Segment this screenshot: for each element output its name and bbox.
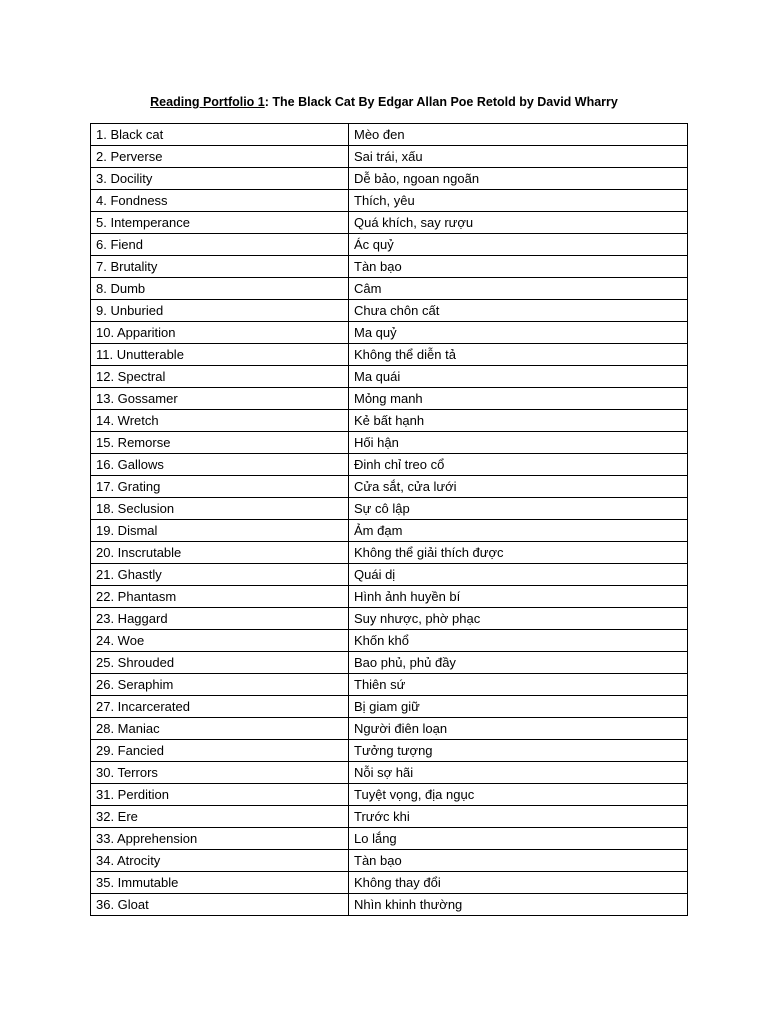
vocab-term: 5. Intemperance bbox=[91, 212, 349, 234]
vocab-meaning: Nhìn khinh thường bbox=[349, 894, 688, 916]
vocab-meaning: Bao phủ, phủ đầy bbox=[349, 652, 688, 674]
vocab-meaning: Không thay đổi bbox=[349, 872, 688, 894]
table-row bbox=[91, 300, 688, 322]
vocabulary-table bbox=[90, 123, 688, 916]
table-row bbox=[91, 410, 688, 432]
table-row bbox=[91, 828, 688, 850]
vocab-meaning: Dễ bảo, ngoan ngoãn bbox=[349, 168, 688, 190]
vocab-term: 15. Remorse bbox=[91, 432, 349, 454]
vocab-term: 18. Seclusion bbox=[91, 498, 349, 520]
vocab-meaning: Tàn bạo bbox=[349, 256, 688, 278]
vocab-meaning: Quá khích, say rượu bbox=[349, 212, 688, 234]
vocab-term: 28. Maniac bbox=[91, 718, 349, 740]
table-row bbox=[91, 718, 688, 740]
table-row bbox=[91, 124, 688, 146]
document-title bbox=[0, 94, 768, 110]
vocab-meaning: Mèo đen bbox=[349, 124, 688, 146]
table-row bbox=[91, 454, 688, 476]
table-row bbox=[91, 696, 688, 718]
vocab-term: 30. Terrors bbox=[91, 762, 349, 784]
vocab-term: 20. Inscrutable bbox=[91, 542, 349, 564]
vocab-meaning: Người điên loạn bbox=[349, 718, 688, 740]
table-row bbox=[91, 278, 688, 300]
table-row bbox=[91, 894, 688, 916]
table-row bbox=[91, 630, 688, 652]
vocab-meaning: Ác quỷ bbox=[349, 234, 688, 256]
vocab-meaning: Đinh chỉ treo cổ bbox=[349, 454, 688, 476]
vocab-meaning: Suy nhược, phờ phạc bbox=[349, 608, 688, 630]
vocab-term: 4. Fondness bbox=[91, 190, 349, 212]
table-row bbox=[91, 586, 688, 608]
vocab-meaning: Sự cô lập bbox=[349, 498, 688, 520]
table-row bbox=[91, 652, 688, 674]
vocab-term: 22. Phantasm bbox=[91, 586, 349, 608]
table-row bbox=[91, 806, 688, 828]
table-row bbox=[91, 234, 688, 256]
table-row bbox=[91, 674, 688, 696]
vocab-meaning: Sai trái, xấu bbox=[349, 146, 688, 168]
vocab-term: 2. Perverse bbox=[91, 146, 349, 168]
vocab-meaning: Ảm đạm bbox=[349, 520, 688, 542]
table-row bbox=[91, 762, 688, 784]
table-row bbox=[91, 784, 688, 806]
vocab-meaning: Không thể diễn tả bbox=[349, 344, 688, 366]
vocab-meaning: Ma quái bbox=[349, 366, 688, 388]
vocab-meaning: Quái dị bbox=[349, 564, 688, 586]
vocab-term: 13. Gossamer bbox=[91, 388, 349, 410]
vocab-term: 8. Dumb bbox=[91, 278, 349, 300]
vocab-meaning: Bị giam giữ bbox=[349, 696, 688, 718]
vocab-term: 26. Seraphim bbox=[91, 674, 349, 696]
vocab-term: 6. Fiend bbox=[91, 234, 349, 256]
vocab-meaning: Hối hận bbox=[349, 432, 688, 454]
table-row bbox=[91, 344, 688, 366]
vocab-meaning: Chưa chôn cất bbox=[349, 300, 688, 322]
vocab-term: 7. Brutality bbox=[91, 256, 349, 278]
table-row bbox=[91, 520, 688, 542]
vocab-meaning: Nỗi sợ hãi bbox=[349, 762, 688, 784]
vocab-meaning: Kẻ bất hạnh bbox=[349, 410, 688, 432]
vocab-term: 11. Unutterable bbox=[91, 344, 349, 366]
vocab-term: 1. Black cat bbox=[91, 124, 349, 146]
vocabulary-table-body bbox=[91, 124, 688, 916]
vocab-meaning: Mỏng manh bbox=[349, 388, 688, 410]
vocab-meaning: Không thể giải thích được bbox=[349, 542, 688, 564]
vocab-term: 16. Gallows bbox=[91, 454, 349, 476]
vocab-meaning: Ma quỷ bbox=[349, 322, 688, 344]
table-row bbox=[91, 476, 688, 498]
vocab-term: 36. Gloat bbox=[91, 894, 349, 916]
vocab-term: 3. Docility bbox=[91, 168, 349, 190]
table-row bbox=[91, 322, 688, 344]
vocab-meaning: Cửa sắt, cửa lưới bbox=[349, 476, 688, 498]
vocab-meaning: Tàn bạo bbox=[349, 850, 688, 872]
vocab-term: 35. Immutable bbox=[91, 872, 349, 894]
table-row bbox=[91, 850, 688, 872]
vocab-term: 12. Spectral bbox=[91, 366, 349, 388]
table-row bbox=[91, 498, 688, 520]
vocab-term: 33. Apprehension bbox=[91, 828, 349, 850]
table-row bbox=[91, 542, 688, 564]
table-row bbox=[91, 168, 688, 190]
vocab-meaning: Tưởng tượng bbox=[349, 740, 688, 762]
table-row bbox=[91, 146, 688, 168]
vocab-term: 14. Wretch bbox=[91, 410, 349, 432]
vocab-meaning: Thiên sứ bbox=[349, 674, 688, 696]
vocab-term: 24. Woe bbox=[91, 630, 349, 652]
vocab-term: 25. Shrouded bbox=[91, 652, 349, 674]
document-title-rest: : The Black Cat By Edgar Allan Poe Retold by David Wharry bbox=[264, 95, 618, 109]
table-row bbox=[91, 740, 688, 762]
table-row bbox=[91, 212, 688, 234]
vocab-term: 21. Ghastly bbox=[91, 564, 349, 586]
table-row bbox=[91, 564, 688, 586]
vocab-term: 27. Incarcerated bbox=[91, 696, 349, 718]
document-title-underlined: Reading Portfolio 1 bbox=[150, 95, 265, 109]
vocab-term: 32. Ere bbox=[91, 806, 349, 828]
vocab-term: 31. Perdition bbox=[91, 784, 349, 806]
vocab-term: 10. Apparition bbox=[91, 322, 349, 344]
table-row bbox=[91, 388, 688, 410]
table-row bbox=[91, 432, 688, 454]
vocab-meaning: Trước khi bbox=[349, 806, 688, 828]
table-row bbox=[91, 366, 688, 388]
vocab-meaning: Lo lắng bbox=[349, 828, 688, 850]
vocab-meaning: Tuyệt vọng, địa ngục bbox=[349, 784, 688, 806]
vocab-meaning: Khốn khổ bbox=[349, 630, 688, 652]
vocab-meaning: Hình ảnh huyền bí bbox=[349, 586, 688, 608]
vocab-term: 23. Haggard bbox=[91, 608, 349, 630]
vocab-term: 29. Fancied bbox=[91, 740, 349, 762]
vocab-term: 17. Grating bbox=[91, 476, 349, 498]
table-row bbox=[91, 190, 688, 212]
table-row bbox=[91, 256, 688, 278]
table-row bbox=[91, 872, 688, 894]
table-row bbox=[91, 608, 688, 630]
vocab-term: 34. Atrocity bbox=[91, 850, 349, 872]
vocab-term: 19. Dismal bbox=[91, 520, 349, 542]
vocab-term: 9. Unburied bbox=[91, 300, 349, 322]
vocab-meaning: Câm bbox=[349, 278, 688, 300]
vocab-meaning: Thích, yêu bbox=[349, 190, 688, 212]
